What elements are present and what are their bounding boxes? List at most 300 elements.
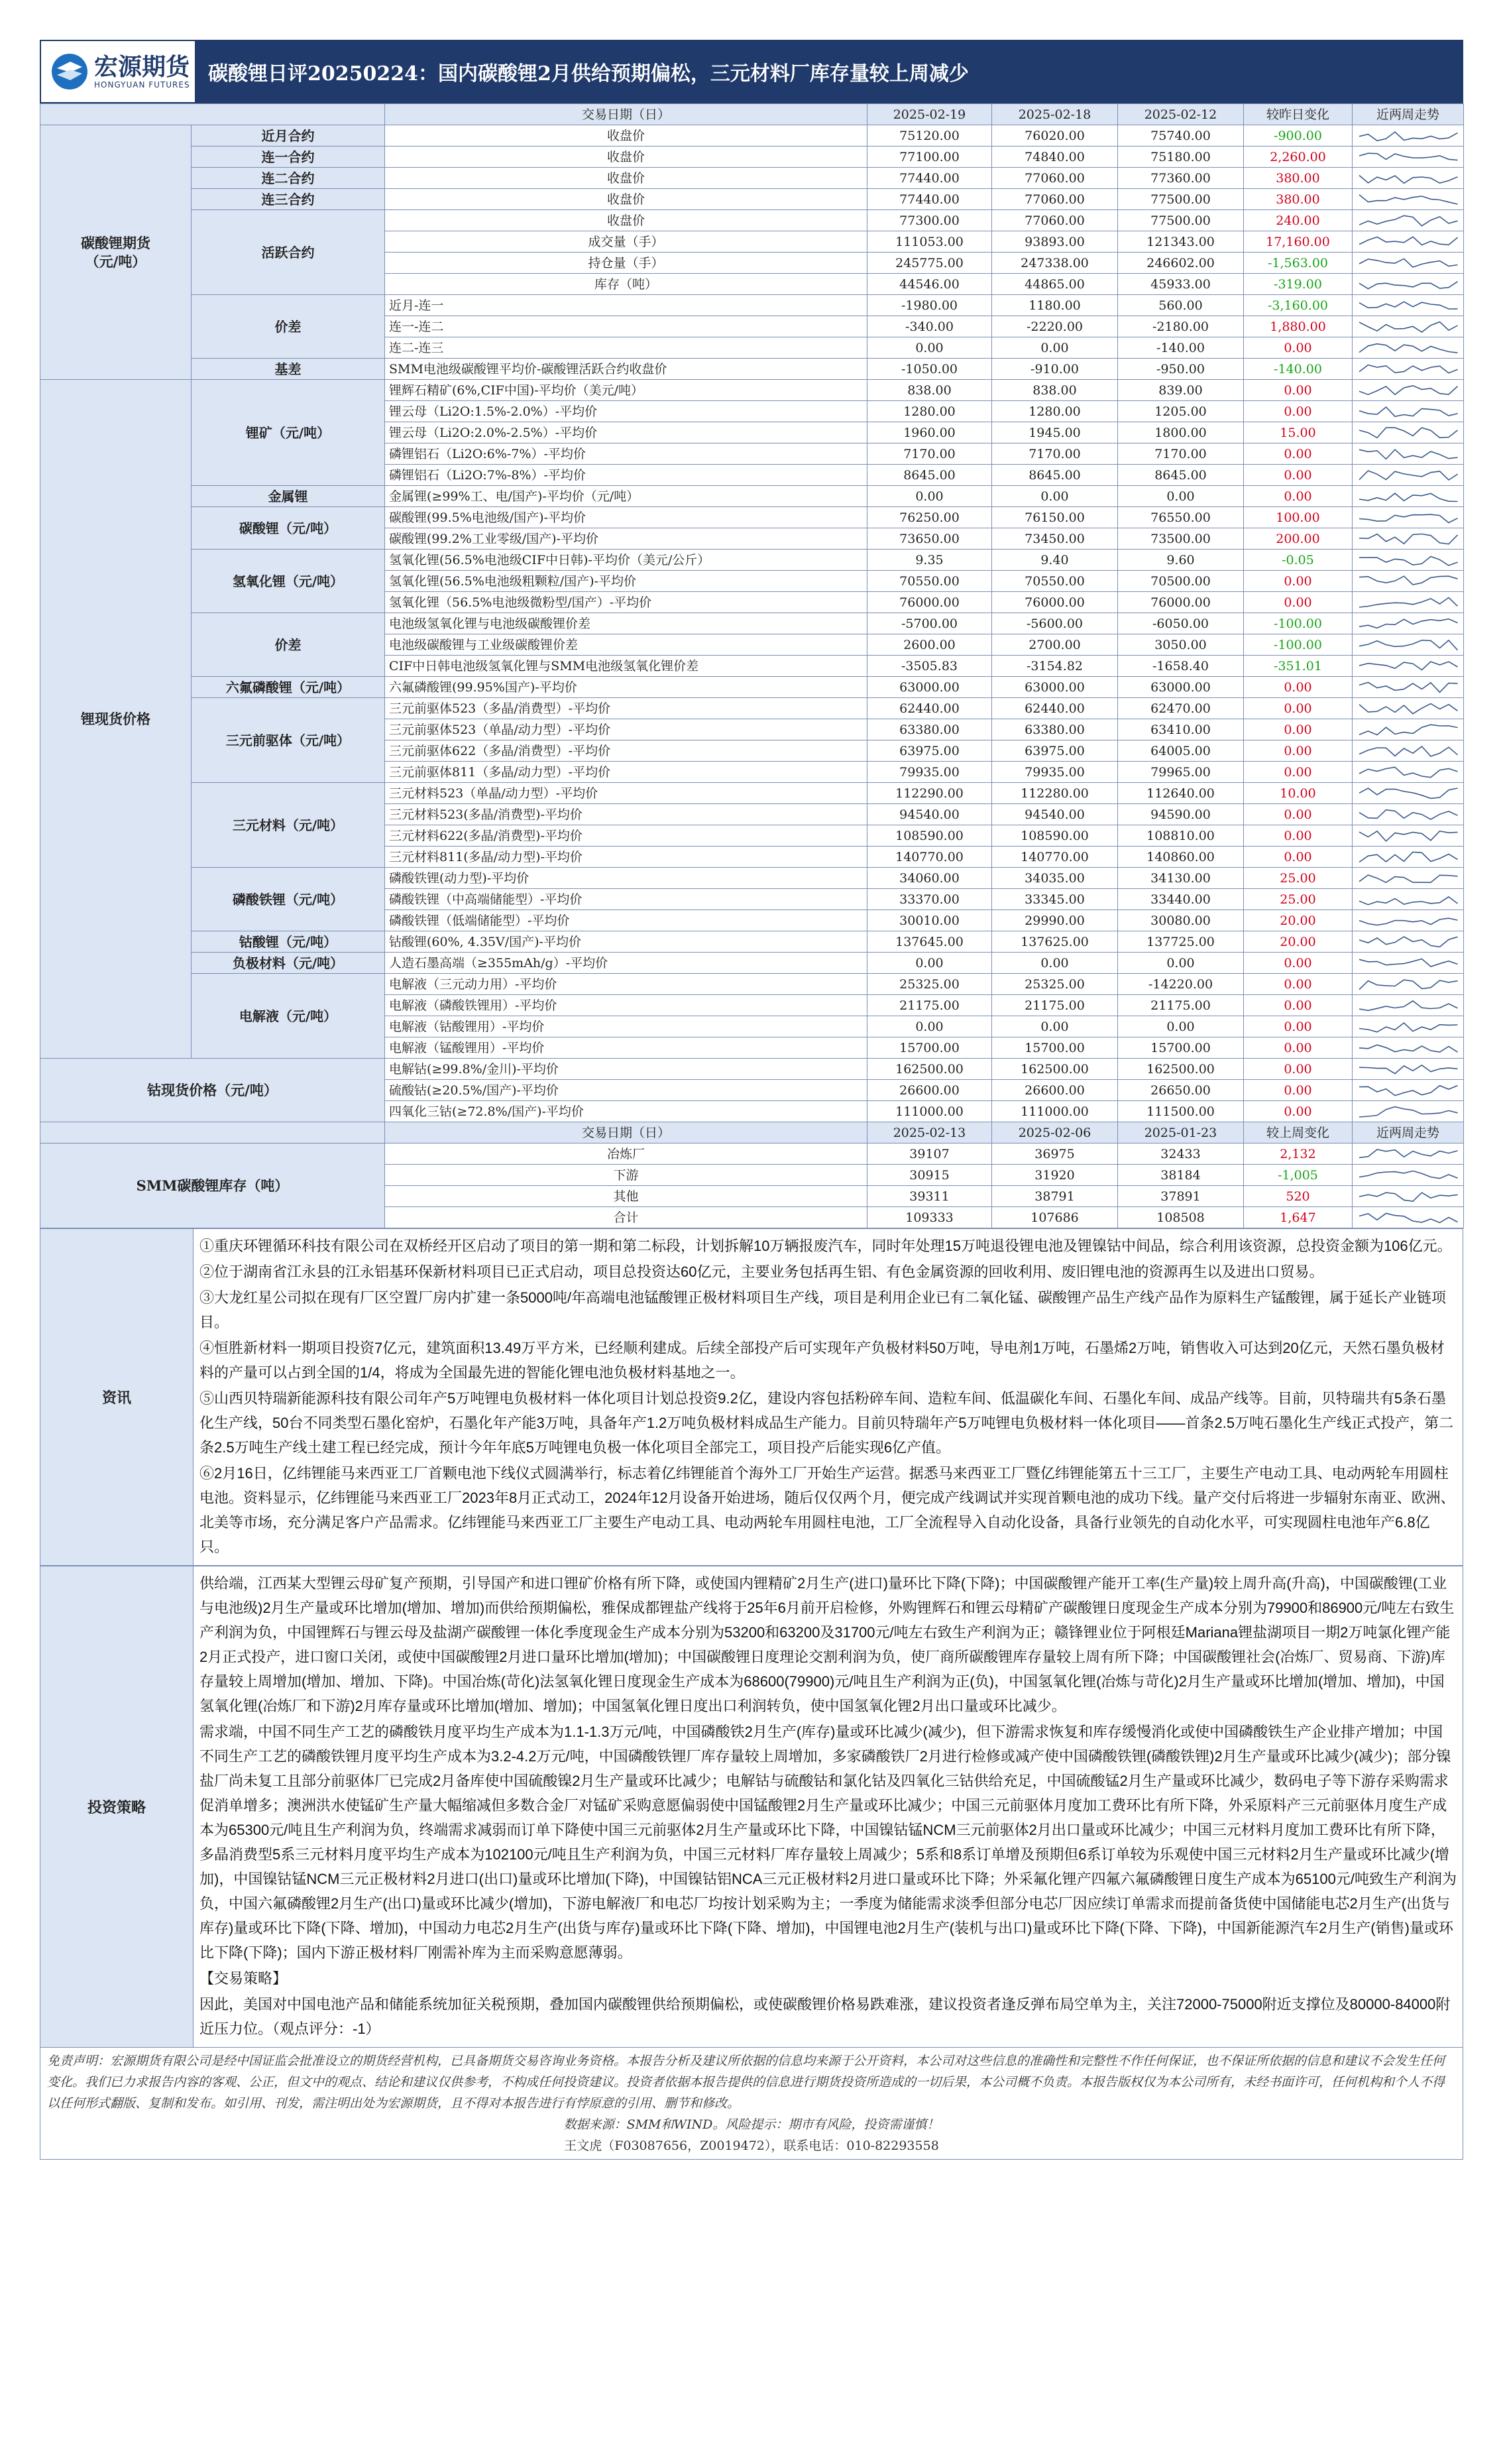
value-cell: 0.00 — [867, 953, 992, 974]
value-cell: 1280.00 — [992, 401, 1118, 422]
value-cell: 8645.00 — [867, 465, 992, 486]
value-cell: 76020.00 — [992, 125, 1118, 147]
sparkline-path — [1359, 937, 1458, 947]
row-item: 电解钴(≥99.8%/金川)-平均价 — [385, 1059, 867, 1080]
row-item: 电解液（三元动力用）-平均价 — [385, 974, 867, 995]
news-label: 资讯 — [40, 1229, 194, 1566]
change-cell: -1,563.00 — [1244, 253, 1353, 274]
table-row — [40, 507, 1464, 528]
value-cell: 37891 — [1118, 1186, 1244, 1207]
sparkline-cell — [1353, 910, 1464, 931]
group-label: 活跃合约 — [192, 210, 385, 295]
value-cell: -5600.00 — [992, 613, 1118, 634]
value-cell: 1180.00 — [992, 295, 1118, 316]
sparkline-path — [1359, 618, 1458, 628]
sparkline-cell — [1353, 719, 1464, 740]
news-paragraph: ④恒胜新材料一期项目投资7亿元，建筑面积13.49万平方米，已经顺利建成。后续全部投产后可实现年产负极材料50万吨，导电剂1万吨，石墨烯2万吨，销售收入可达到20亿元，天然石墨负极材料的产量可以占到全国的1/4，将成为全国最先进的智能化锂电池负极材料基地之一。 — [199, 1340, 1445, 1381]
value-cell: 162500.00 — [867, 1059, 992, 1080]
sparkline-path — [1359, 831, 1458, 841]
sparkline-cell — [1353, 953, 1464, 974]
value-cell: 140860.00 — [1118, 847, 1244, 868]
group-label: 价差 — [192, 295, 385, 359]
sparkline-path — [1359, 767, 1458, 777]
row-item: 持仓量（手） — [385, 253, 867, 274]
change-cell: 200.00 — [1244, 528, 1353, 550]
sparkline-cell — [1353, 740, 1464, 762]
row-item: 人造石墨高端（≥355mAh/g）-平均价 — [385, 953, 867, 974]
value-cell: 245775.00 — [867, 253, 992, 274]
value-cell: 62440.00 — [867, 698, 992, 719]
value-cell: 108810.00 — [1118, 825, 1244, 847]
row-item: 电解液（锰酸锂用）-平均价 — [385, 1037, 867, 1059]
sparkline-path — [1359, 959, 1458, 967]
trend-sparkline — [1357, 509, 1461, 526]
trend-sparkline — [1357, 636, 1461, 654]
sparkline-cell — [1353, 783, 1464, 804]
sparkline-path — [1359, 534, 1458, 544]
sparkline-cell — [1353, 359, 1464, 380]
news-paragraph: ③大龙红星公司拟在现有厂区空置厂房内扩建一条5000吨/年高端电池锰酸锂正极材料项目生产线，项目是利用企业已有二氧化锰、碳酸锂产品生产线产品作为原料生产锰酸锂，属于延长产业链项目。 — [199, 1289, 1447, 1330]
column-header: 近两周走势 — [1353, 1122, 1464, 1144]
trend-sparkline — [1357, 891, 1461, 908]
row-item: 磷酸铁锂（低端储能型）-平均价 — [385, 910, 867, 931]
value-cell: 76000.00 — [1118, 592, 1244, 613]
sparkline-path — [1359, 576, 1458, 585]
value-cell: 0.00 — [992, 953, 1118, 974]
change-cell: 100.00 — [1244, 507, 1353, 528]
column-header: 近两周走势 — [1353, 104, 1464, 125]
sparkline-path — [1359, 449, 1458, 459]
value-cell: 77440.00 — [867, 168, 992, 189]
sparkline-path — [1359, 1085, 1458, 1095]
value-cell: 62470.00 — [1118, 698, 1244, 719]
change-cell: 0.00 — [1244, 380, 1353, 401]
sparkline-cell — [1353, 1186, 1464, 1207]
sparkline-cell — [1353, 1080, 1464, 1101]
column-header-row — [40, 1122, 1464, 1144]
sparkline-cell — [1353, 868, 1464, 889]
sparkline-path — [1359, 746, 1458, 756]
value-cell: 0.00 — [992, 1016, 1118, 1037]
change-cell: 0.00 — [1244, 1101, 1353, 1122]
sparkline-path — [1359, 1193, 1458, 1201]
sparkline-cell — [1353, 613, 1464, 634]
value-cell: 77500.00 — [1118, 210, 1244, 231]
table-row — [40, 698, 1464, 719]
row-item: 锂云母（Li2O:2.0%-2.5%）-平均价 — [385, 422, 867, 443]
value-cell: 30080.00 — [1118, 910, 1244, 931]
value-cell: 1945.00 — [992, 422, 1118, 443]
trend-sparkline — [1357, 318, 1461, 335]
table-row — [40, 380, 1464, 401]
change-cell: -100.00 — [1244, 613, 1353, 634]
sparkline-cell — [1353, 316, 1464, 337]
value-cell: -5700.00 — [867, 613, 992, 634]
row-item: 三元材料622(多晶/消费型)-平均价 — [385, 825, 867, 847]
table-row — [40, 147, 1464, 168]
change-cell: 0.00 — [1244, 1016, 1353, 1037]
value-cell: 137725.00 — [1118, 931, 1244, 953]
trend-sparkline — [1357, 764, 1461, 781]
group-label: 三元材料（元/吨） — [192, 783, 385, 868]
value-cell: 76000.00 — [867, 592, 992, 613]
trend-sparkline — [1357, 806, 1461, 823]
change-cell: 25.00 — [1244, 889, 1353, 910]
value-cell: 1205.00 — [1118, 401, 1244, 422]
value-cell: 94540.00 — [992, 804, 1118, 825]
row-item: 氢氧化锂（56.5%电池级微粉型/国产）-平均价 — [385, 592, 867, 613]
value-cell: 63410.00 — [1118, 719, 1244, 740]
company-logo — [41, 41, 195, 102]
trend-sparkline — [1357, 1145, 1461, 1163]
value-cell: 33345.00 — [992, 889, 1118, 910]
group-label: 磷酸铁锂（元/吨） — [192, 868, 385, 931]
trend-sparkline — [1357, 488, 1461, 505]
value-cell: 74840.00 — [992, 147, 1118, 168]
value-cell: 7170.00 — [867, 443, 992, 465]
sparkline-cell — [1353, 931, 1464, 953]
change-cell: 0.00 — [1244, 719, 1353, 740]
row-item: 收盘价 — [385, 189, 867, 210]
trend-sparkline — [1357, 721, 1461, 738]
value-cell: 63000.00 — [1118, 677, 1244, 698]
value-cell: -6050.00 — [1118, 613, 1244, 634]
sparkline-path — [1359, 682, 1458, 692]
group-label: 电解液（元/吨） — [192, 974, 385, 1059]
change-cell: -900.00 — [1244, 125, 1353, 147]
data-source: 数据来源：SMM和WIND。风险提示：期市有风险，投资需谨慎！ — [563, 2117, 940, 2132]
change-cell: 380.00 — [1244, 189, 1353, 210]
value-cell: 26600.00 — [992, 1080, 1118, 1101]
change-cell: 15.00 — [1244, 422, 1353, 443]
trend-sparkline — [1357, 827, 1461, 845]
trend-sparkline — [1357, 1209, 1461, 1226]
group-label: 钴酸锂（元/吨） — [192, 931, 385, 953]
value-cell: 30010.00 — [867, 910, 992, 931]
sparkline-cell — [1353, 698, 1464, 719]
value-cell: 31920 — [992, 1165, 1118, 1186]
value-cell: 44865.00 — [992, 274, 1118, 295]
value-cell: -910.00 — [992, 359, 1118, 380]
change-cell: 2,132 — [1244, 1144, 1353, 1165]
trend-sparkline — [1357, 1039, 1461, 1057]
value-cell: 111500.00 — [1118, 1101, 1244, 1122]
trend-sparkline — [1357, 912, 1461, 929]
row-item: 收盘价 — [385, 210, 867, 231]
sparkline-cell — [1353, 401, 1464, 422]
value-cell: 838.00 — [867, 380, 992, 401]
sparkline-path — [1359, 514, 1458, 522]
change-cell: 0.00 — [1244, 847, 1353, 868]
sparkline-cell — [1353, 1165, 1464, 1186]
author-contact: 王文虎（F03087656，Z0019472），联系电话：010-82293558 — [564, 2139, 939, 2153]
sparkline-cell — [1353, 253, 1464, 274]
trend-sparkline — [1357, 1082, 1461, 1099]
value-cell: 111000.00 — [867, 1101, 992, 1122]
row-item: 锂云母（Li2O:1.5%-2.0%）-平均价 — [385, 401, 867, 422]
value-cell: 121343.00 — [1118, 231, 1244, 253]
value-cell: 36975 — [992, 1144, 1118, 1165]
row-item: 钴酸锂(60%, 4.35V/国产)-平均价 — [385, 931, 867, 953]
logo-text: 宏源期货 — [94, 53, 190, 81]
trend-sparkline — [1357, 742, 1461, 760]
change-cell: 380.00 — [1244, 168, 1353, 189]
sparkline-cell — [1353, 995, 1464, 1016]
sparkline-cell — [1353, 486, 1464, 507]
group-label: 基差 — [192, 359, 385, 380]
section-label: 钴现货价格（元/吨） — [40, 1059, 385, 1122]
row-item: 三元前驱体523（多晶/消费型）-平均价 — [385, 698, 867, 719]
value-cell: 108508 — [1118, 1207, 1244, 1228]
value-cell: 63380.00 — [867, 719, 992, 740]
change-cell: 0.00 — [1244, 571, 1353, 592]
row-item: 氢氧化锂(56.5%电池级CIF中日韩)-平均价（美元/公斤） — [385, 550, 867, 571]
change-cell: -351.01 — [1244, 656, 1353, 677]
sparkline-path — [1359, 259, 1458, 267]
row-item: 磷酸铁锂（中高端储能型）-平均价 — [385, 889, 867, 910]
section-label: 碳酸锂期货 （元/吨） — [40, 125, 192, 380]
sparkline-cell — [1353, 231, 1464, 253]
column-header: 较昨日变化 — [1244, 104, 1353, 125]
value-cell: 77060.00 — [992, 168, 1118, 189]
column-header: 交易日期（日） — [385, 1122, 867, 1144]
change-cell: 0.00 — [1244, 337, 1353, 359]
change-cell: 1,647 — [1244, 1207, 1353, 1228]
value-cell: 26650.00 — [1118, 1080, 1244, 1101]
sparkline-cell — [1353, 1101, 1464, 1122]
trend-sparkline — [1357, 297, 1461, 314]
sparkline-path — [1359, 896, 1458, 904]
group-label: 六氟磷酸锂（元/吨） — [192, 677, 385, 698]
trend-sparkline — [1357, 870, 1461, 887]
inventory-section-label: SMM碳酸锂库存（吨） — [40, 1144, 385, 1228]
row-item: 四氧化三钴(≥72.8%/国产)-平均价 — [385, 1101, 867, 1122]
value-cell: 0.00 — [992, 486, 1118, 507]
value-cell: -14220.00 — [1118, 974, 1244, 995]
value-cell: -1980.00 — [867, 295, 992, 316]
row-item: 磷锂铝石（Li2O:6%-7%）-平均价 — [385, 443, 867, 465]
row-item: 三元材料523(多晶/消费型)-平均价 — [385, 804, 867, 825]
value-cell: 62440.00 — [992, 698, 1118, 719]
row-item: 锂辉石精矿(6%,CIF中国)-平均价（美元/吨） — [385, 380, 867, 401]
row-item: 金属锂(≥99%工、电/国产)-平均价（元/吨） — [385, 486, 867, 507]
value-cell: -2220.00 — [992, 316, 1118, 337]
table-row — [40, 953, 1464, 974]
group-label: 价差 — [192, 613, 385, 677]
sparkline-path — [1359, 175, 1458, 183]
sparkline-path — [1359, 556, 1458, 565]
value-cell: 109333 — [867, 1207, 992, 1228]
change-cell: 0.00 — [1244, 401, 1353, 422]
sparkline-path — [1359, 237, 1458, 245]
sparkline-cell — [1353, 847, 1464, 868]
value-cell: 1280.00 — [867, 401, 992, 422]
sparkline-cell — [1353, 422, 1464, 443]
trend-sparkline — [1357, 530, 1461, 548]
value-cell: 2600.00 — [867, 634, 992, 656]
value-cell: 77500.00 — [1118, 189, 1244, 210]
row-item: 连二-连三 — [385, 337, 867, 359]
change-cell: 0.00 — [1244, 995, 1353, 1016]
value-cell: 0.00 — [1118, 1016, 1244, 1037]
strategy-section — [40, 1566, 1463, 2048]
sparkline-path — [1359, 1000, 1458, 1010]
sparkline-cell — [1353, 507, 1464, 528]
sparkline-cell — [1353, 125, 1464, 147]
column-header: 2025-02-19 — [867, 104, 992, 125]
strategy-paragraph: 因此，美国对中国电池产品和储能系统加征关税预期，叠加国内碳酸锂供给预期偏松，或使碳酸锂价格易跌难涨，建议投资者逢反弹布局空单为主，关注72000-75000附近支撑位及80000-84000附近压力位。（观点评分：-1） — [199, 1996, 1451, 2037]
change-cell: -0.05 — [1244, 550, 1353, 571]
value-cell: 0.00 — [1118, 486, 1244, 507]
value-cell: 137645.00 — [867, 931, 992, 953]
sparkline-path — [1359, 788, 1458, 798]
value-cell: 75740.00 — [1118, 125, 1244, 147]
value-cell: 29990.00 — [992, 910, 1118, 931]
group-label: 三元前驱体（元/吨） — [192, 698, 385, 783]
trend-sparkline — [1357, 679, 1461, 696]
value-cell: 111000.00 — [992, 1101, 1118, 1122]
sparkline-cell — [1353, 592, 1464, 613]
news-section — [40, 1228, 1463, 1566]
change-cell: 10.00 — [1244, 783, 1353, 804]
value-cell: 77300.00 — [867, 210, 992, 231]
sparkline-path — [1359, 1106, 1458, 1116]
value-cell: 79935.00 — [992, 762, 1118, 783]
trend-sparkline — [1357, 573, 1461, 590]
trend-sparkline — [1357, 233, 1461, 251]
sparkline-path — [1359, 597, 1458, 607]
value-cell: 140770.00 — [992, 847, 1118, 868]
news-paragraph: ①重庆环锂循环科技有限公司在双桥经开区启动了项目的第一期和第二标段，计划拆解10万辆报废汽车，同时年处理15万吨退役锂电池及锂镍钴中间品，综合利用该资源，总投资金额为106亿元。 — [199, 1238, 1452, 1254]
trend-sparkline — [1357, 1188, 1461, 1205]
value-cell: 39311 — [867, 1186, 992, 1207]
value-cell: 34130.00 — [1118, 868, 1244, 889]
value-cell: 21175.00 — [1118, 995, 1244, 1016]
row-item: 三元材料811(多晶/动力型)-平均价 — [385, 847, 867, 868]
sparkline-path — [1359, 640, 1458, 650]
trend-sparkline — [1357, 467, 1461, 484]
sparkline-path — [1359, 281, 1458, 288]
sparkline-cell — [1353, 762, 1464, 783]
news-paragraph: ②位于湖南省江永县的江永铝基环保新材料项目已正式启动，项目总投资达60亿元，主要业务包括再生铝、有色金属资源的回收利用、废旧锂电池的资源再生以及进出口贸易。 — [199, 1263, 1324, 1280]
table-row — [40, 486, 1464, 507]
row-item: 三元前驱体622（多晶/消费型）-平均价 — [385, 740, 867, 762]
sparkline-path — [1359, 980, 1458, 990]
value-cell: 21175.00 — [992, 995, 1118, 1016]
table-row — [40, 868, 1464, 889]
sparkline-path — [1359, 365, 1458, 373]
row-item: 成交量（手） — [385, 231, 867, 253]
group-label: 连三合约 — [192, 189, 385, 210]
row-item: 碳酸锂(99.2%工业零级/国产)-平均价 — [385, 528, 867, 550]
trend-sparkline — [1357, 1018, 1461, 1035]
value-cell: 63975.00 — [867, 740, 992, 762]
table-row — [40, 783, 1464, 804]
value-cell: 162500.00 — [992, 1059, 1118, 1080]
value-cell: 25325.00 — [992, 974, 1118, 995]
row-item: 磷酸铁锂(动力型)-平均价 — [385, 868, 867, 889]
sparkline-cell — [1353, 825, 1464, 847]
section-label: 锂现货价格 — [40, 380, 192, 1059]
trend-sparkline — [1357, 424, 1461, 441]
trend-sparkline — [1357, 445, 1461, 463]
value-cell: 39107 — [867, 1144, 992, 1165]
value-cell: 94590.00 — [1118, 804, 1244, 825]
change-cell: 17,160.00 — [1244, 231, 1353, 253]
change-cell: -319.00 — [1244, 274, 1353, 295]
price-table — [40, 103, 1464, 1228]
trend-sparkline — [1357, 148, 1461, 166]
value-cell: -340.00 — [867, 316, 992, 337]
value-cell: 162500.00 — [1118, 1059, 1244, 1080]
value-cell: 7170.00 — [1118, 443, 1244, 465]
value-cell: -3505.83 — [867, 656, 992, 677]
value-cell: 38184 — [1118, 1165, 1244, 1186]
value-cell: 112640.00 — [1118, 783, 1244, 804]
value-cell: 560.00 — [1118, 295, 1244, 316]
column-header: 交易日期（日） — [385, 104, 867, 125]
group-label: 氢氧化锂（元/吨） — [192, 550, 385, 613]
value-cell: 33370.00 — [867, 889, 992, 910]
change-cell: 0.00 — [1244, 486, 1353, 507]
change-cell: 0.00 — [1244, 465, 1353, 486]
column-header: 2025-02-18 — [992, 104, 1118, 125]
trend-sparkline — [1357, 361, 1461, 378]
sparkline-path — [1359, 662, 1458, 670]
value-cell: 94540.00 — [867, 804, 992, 825]
change-cell: 0.00 — [1244, 677, 1353, 698]
value-cell: 839.00 — [1118, 380, 1244, 401]
value-cell: -3154.82 — [992, 656, 1118, 677]
change-cell: 0.00 — [1244, 974, 1353, 995]
value-cell: -140.00 — [1118, 337, 1244, 359]
change-cell: 0.00 — [1244, 1080, 1353, 1101]
value-cell: 246602.00 — [1118, 253, 1244, 274]
value-cell: 34035.00 — [992, 868, 1118, 889]
value-cell: 75180.00 — [1118, 147, 1244, 168]
table-row — [40, 974, 1464, 995]
change-cell: -100.00 — [1244, 634, 1353, 656]
sparkline-path — [1359, 322, 1458, 331]
group-label: 锂矿（元/吨） — [192, 380, 385, 486]
value-cell: 93893.00 — [992, 231, 1118, 253]
sparkline-cell — [1353, 1016, 1464, 1037]
sparkline-cell — [1353, 634, 1464, 656]
logo-subtext: HONGYUAN FUTURES — [94, 80, 190, 89]
value-cell: 64005.00 — [1118, 740, 1244, 762]
group-label: 近月合约 — [192, 125, 385, 147]
sparkline-cell — [1353, 528, 1464, 550]
trend-sparkline — [1357, 276, 1461, 293]
change-cell: 20.00 — [1244, 931, 1353, 953]
sparkline-path — [1359, 428, 1458, 438]
trend-sparkline — [1357, 552, 1461, 569]
column-header: 较上周变化 — [1244, 1122, 1353, 1144]
value-cell: 76150.00 — [992, 507, 1118, 528]
row-item: 三元前驱体811（多晶/动力型）-平均价 — [385, 762, 867, 783]
news-paragraph: ⑤山西贝特瑞新能源科技有限公司年产5万吨锂电负极材料一体化项目计划总投资9.2亿，建设内容包括粉碎车间、造粒车间、低温碳化车间、石墨化车间、成品产线等。目前，贝特瑞共有5条石墨化生产线，50台不同类型石墨化窑炉，石墨化年产能3万吨，具备年产1.2万吨负极材料成品生产能力。目前贝特瑞年产5万吨锂电负极材料一体化项目——首条2.5万吨石墨化生产线正式投产，第二条2.5万吨生产线土建工程已经完成，预计今年年底5万吨锂电负极一体化项目全部完工，项目投产后能实现6亿产值。 — [199, 1390, 1454, 1456]
report-header — [40, 40, 1463, 103]
change-cell: 0.00 — [1244, 953, 1353, 974]
sparkline-path — [1359, 1045, 1458, 1052]
value-cell: 30915 — [867, 1165, 992, 1186]
row-item: 电池级氢氧化锂与电池级碳酸锂价差 — [385, 613, 867, 634]
sparkline-cell — [1353, 274, 1464, 295]
sparkline-path — [1359, 852, 1458, 862]
value-cell: 45933.00 — [1118, 274, 1244, 295]
change-cell: 520 — [1244, 1186, 1353, 1207]
value-cell: 0.00 — [867, 1016, 992, 1037]
